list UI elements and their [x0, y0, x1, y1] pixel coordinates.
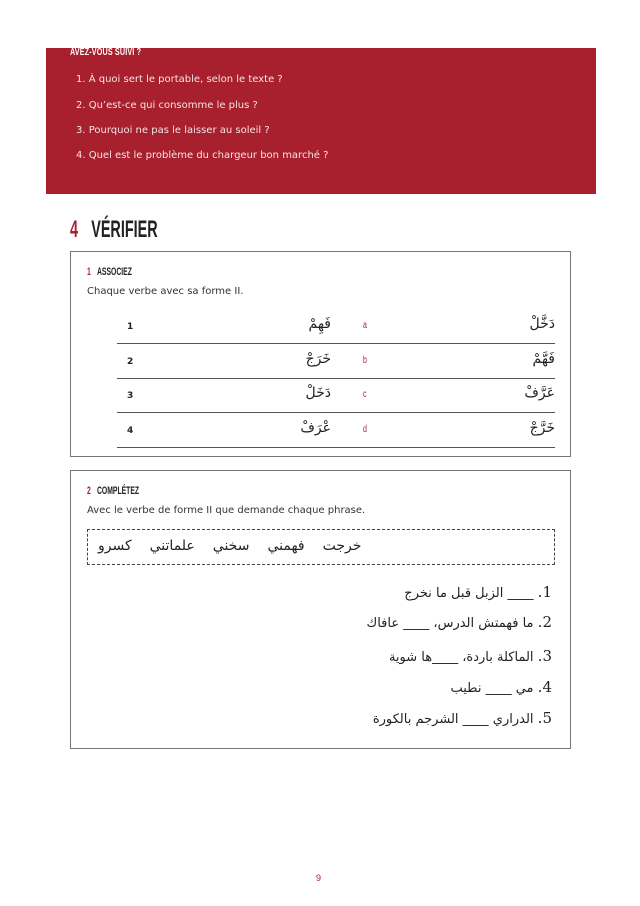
word-bank-item: كسرو	[98, 538, 132, 554]
sentence	[132, 647, 552, 665]
verb-form-2: خَرَّجْ	[529, 420, 555, 436]
section-number: 4	[70, 216, 79, 243]
word-bank-item: فهمني	[267, 538, 305, 554]
exercise-instruction: Avec le verbe de forme II que demande chaque phrase.	[87, 505, 366, 516]
word-bank-item: علماتني	[149, 538, 195, 554]
row-letter: c	[363, 389, 367, 400]
exercise-number: 1	[87, 266, 91, 278]
exercise-instruction: Chaque verbe avec sa forme II.	[87, 286, 244, 297]
word-bank-item: خرجت	[322, 538, 362, 554]
exercise-title: COMPLÉTEZ	[96, 485, 140, 497]
row-letter: a	[363, 320, 367, 331]
sentence	[132, 678, 552, 696]
row-number: 1	[127, 322, 134, 332]
verb-form-2: دَخَّلْ	[529, 316, 555, 332]
sentence-text: الماكلة باردة، ____ها شوية	[388, 650, 534, 665]
questions-banner	[46, 48, 596, 194]
sentence-number: 3.	[537, 647, 552, 665]
match-row	[117, 414, 555, 448]
banner-question: 3. Pourquoi ne pas le laisser au soleil ?	[76, 125, 270, 136]
sentence	[132, 583, 552, 601]
sentence-text: ____ الزبل قبل ما نخرج	[404, 586, 534, 601]
verb-form-1: عْرَفْ	[300, 420, 331, 436]
banner-heading: AVEZ-VOUS SUIVI ?	[70, 47, 142, 58]
page-number: 9	[316, 873, 322, 883]
sentence-number: 2.	[537, 613, 552, 631]
section-title	[70, 216, 158, 242]
row-letter: b	[363, 355, 367, 366]
match-row	[117, 310, 555, 344]
sentence-number: 1.	[537, 583, 552, 601]
word-bank	[87, 529, 555, 565]
sentence	[132, 613, 552, 631]
exercise-associez	[70, 251, 571, 457]
exercise-number: 2	[87, 485, 91, 497]
verb-form-1: خَرَجْ	[305, 351, 331, 367]
banner-question: 1. À quoi sert le portable, selon le texte ?	[76, 74, 283, 85]
sentence-text: مي ____ نطيب	[450, 681, 534, 696]
row-number: 4	[127, 426, 134, 436]
sentence-number: 4.	[537, 678, 552, 696]
exercise-heading	[87, 266, 132, 278]
row-number: 2	[127, 357, 134, 367]
word-bank-item: سخني	[212, 538, 250, 554]
exercise-completez	[70, 470, 571, 749]
verb-form-2: فَهَّمْ	[532, 351, 555, 367]
row-letter: d	[363, 424, 367, 435]
exercise-heading	[87, 485, 139, 497]
verb-form-1: دَخَلْ	[305, 385, 331, 401]
sentence-text: ما فهمتش الدرس، ____ عافاك	[366, 616, 534, 631]
exercise-title: ASSOCIEZ	[96, 266, 132, 278]
banner-question: 2. Qu’est-ce qui consomme le plus ?	[76, 100, 258, 111]
row-number: 3	[127, 391, 134, 401]
banner-question: 4. Quel est le problème du chargeur bon marché ?	[76, 150, 329, 161]
sentence-number: 5.	[537, 709, 552, 727]
match-row	[117, 345, 555, 379]
verb-form-1: فَهِمْ	[308, 316, 331, 332]
match-row	[117, 379, 555, 413]
sentence-text: الدراري ____ الشرجم بالكورة	[372, 712, 534, 727]
verb-form-2: عَرَّفْ	[524, 385, 555, 401]
sentence	[132, 709, 552, 727]
section-name: VÉRIFIER	[91, 216, 158, 243]
